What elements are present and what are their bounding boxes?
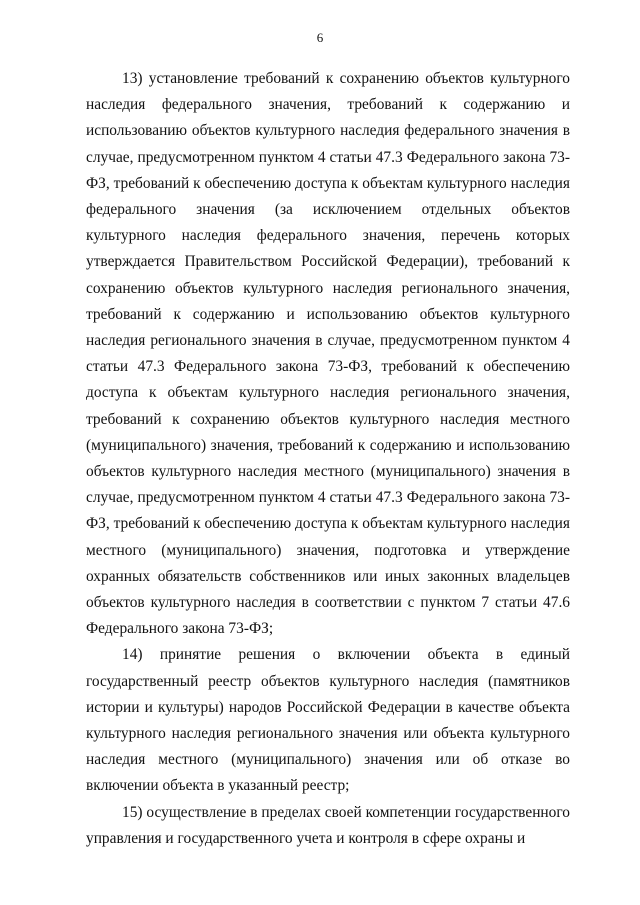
paragraph-15: 15) осуществление в пределах своей компетенции государственного управления и государственного учета и контроля в сфере охраны и	[86, 803, 570, 847]
paragraph-13: 13) установление требований к сохранению объектов культурного наследия федерального значения, требований к содержанию и использованию объектов культурного наследия федерального значения в случае, предусмотренном пунктом 4 статьи 47.3 Федерального закона 73-ФЗ, требований к обеспечению доступа к объектам культурного наследия федерального значения (за исключением отдельных объектов культурного наследия федерального значения, перечень которых утверждается Правительством Российской Федерации), требований к сохранению объектов культурного наследия регионального значения, требований к содержанию и использованию объектов культурного наследия регионального значения в случае, предусмотренном пунктом 4 статьи 47.3 Федерального закона 73-ФЗ, требований к обеспечению доступа к объектам культурного наследия регионального значения, требований к сохранению объектов культурного наследия местного (муниципального) значения, требований к содержанию и использованию объектов культурного наследия местного (муниципального) значения в случае, предусмотренном пунктом 4 статьи 47.3 Федерального закона 73-ФЗ, требований к обеспечению доступа к объектам культурного наследия местного (муниципального) значения, подготовка и утверждение охранных обязательств собственников или иных законных владельцев объектов культурного наследия в соответствии с пунктом 7 статьи 47.6 Федерального закона 73-ФЗ;	[86, 70, 570, 638]
document-body	[86, 66, 570, 852]
page-number: 6	[316, 30, 324, 45]
paragraph-14: 14) принятие решения о включении объекта в единый государственный реестр объектов культурного наследия (памятников истории и культуры) народов Российской Федерации в качестве объекта культурного наследия регионального значения или объекта культурного наследия местного (муниципального) значения или об отказе во включении объекта в указанный реестр;	[86, 646, 570, 795]
